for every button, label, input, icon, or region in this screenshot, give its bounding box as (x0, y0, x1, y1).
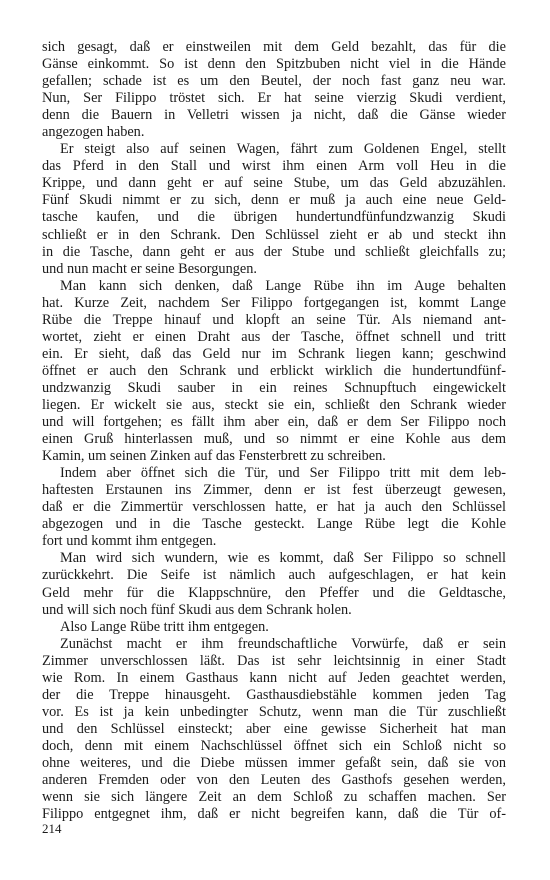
text-line: ohne weiteres, und die Diebe müssen immer gefaßt sein, daß sie von (42, 754, 506, 771)
text-line: anderen Fremden oder von den Leuten des Gasthofs gesehen werden, (42, 772, 506, 789)
text-line: doch, denn mit einem Nachschlüssel öffnet sich ein Schloß nicht so (42, 737, 506, 754)
text-line: schließt er in den Schrank. Den Schlüssel zieht er ab und steckt ihn (42, 226, 506, 243)
text-line: angezogen haben. (42, 124, 145, 141)
text-line: zurückkehrt. Die Seife ist nämlich auch aufgeschlagen, er hat kein (42, 567, 506, 584)
text-line: in die Tasche, dann geht er aus der Stube und schließt gleichfalls zu; (42, 243, 506, 260)
text-line: Man kann sich denken, daß Lange Rübe ihn im Auge behalten (60, 277, 506, 294)
text-line: und will sich noch fünf Skudi aus dem Schrank holen. (42, 601, 352, 618)
text-line: fort und kommt ihm entgegen. (42, 533, 217, 550)
text-line: Filippo entgegnet ihm, daß er nicht begreifen kann, daß die Tür of- (42, 806, 506, 823)
text-line: einen Gruß hinterlassen muß, und so nimmt er eine Kohle aus dem (42, 431, 506, 448)
text-line: Geld mehr für die Klappschnüre, den Pfeffer und die Geldtasche, (42, 584, 506, 601)
text-line: Er steigt also auf seinen Wagen, fährt zum Goldenen Engel, stellt (60, 141, 506, 158)
text-line: abgezogen und in die Tasche gesteckt. Lange Rübe legt die Kohle (42, 516, 506, 533)
text-line: und den Schlüssel einsteckt; aber eine gewisse Sicherheit hat man (42, 720, 506, 737)
text-line: Fünf Skudi nimmt er zu sich, denn er muß ja auch eine neue Geld- (42, 192, 506, 209)
text-line: undzwanzig Skudi sauber in ein reines Schnupftuch eingewickelt (42, 379, 506, 396)
text-line: öffnet er auch den Schrank und erblickt wirklich die hundertundfünf- (42, 362, 506, 379)
text-line: der die Treppe hinausgeht. Gasthausdiebstähle kommen jeden Tag (42, 686, 506, 703)
text-line: tasche kaufen, und die übrigen hundertundfünfundzwanzig Skudi (42, 209, 506, 226)
text-line: Kamin, um seinen Zinken auf das Fensterbrett zu schreiben. (42, 448, 386, 465)
text-line: hat. Kurze Zeit, nachdem Ser Filippo fortgegangen ist, kommt Lange (42, 294, 506, 311)
text-line: wie Rom. In einem Gasthaus kann nicht auf Jeden geachtet werden, (42, 669, 506, 686)
text-line: das Pferd in den Stall und wirst ihm einen Arm voll Heu in die (42, 158, 506, 175)
text-line: wenn sie sich längere Zeit an dem Schloß zu schaffen machen. Ser (42, 789, 506, 806)
text-line: denn die Bauern in Velletri wissen ja nicht, daß die Gänse wieder (42, 107, 506, 124)
text-line: und will fortgehen; es fällt ihm aber ein, daß er dem Ser Filippo noch (42, 414, 506, 431)
text-line: Indem aber öffnet sich die Tür, und Ser Filippo tritt mit dem leb- (60, 465, 506, 482)
text-line: liegen. Er wickelt sie aus, steckt sie ein, schließt den Schrank wieder (42, 396, 506, 413)
text-line: Nun, Ser Filippo tröstet sich. Er hat seine vierzig Skudi verdient, (42, 90, 506, 107)
text-line: Also Lange Rübe tritt ihm entgegen. (60, 618, 269, 635)
text-line: Rübe die Treppe hinauf und klopft an seine Tür. Als niemand ant- (42, 311, 506, 328)
text-line: Gänse einkommt. So ist denn den Spitzbuben nicht viel in die Hände (42, 56, 506, 73)
text-line: daß er die Zimmertür verschlossen hatte, er hat ja auch den Schlüssel (42, 499, 506, 516)
text-line: gefallen; schade ist es um den Beutel, der noch fast ganz neu war. (42, 73, 506, 90)
body-text (42, 39, 506, 823)
text-line: Man wird sich wundern, wie es kommt, daß Ser Filippo so schnell (60, 550, 506, 567)
text-line: Zunächst macht er ihm freundschaftliche Vorwürfe, daß er sein (60, 635, 506, 652)
text-line: ein. Er sieht, daß das Geld nur im Schrank liegen kann; geschwind (42, 345, 506, 362)
text-line: haftesten Erstaunen ins Zimmer, denn er ist fest überzeugt gewesen, (42, 482, 506, 499)
text-line: Zimmer unverschlossen läßt. Das ist sehr leichtsinnig in einer Stadt (42, 652, 506, 669)
text-line: vor. Es ist ja kein unbedingter Schutz, wenn man die Tür zuschließt (42, 703, 506, 720)
text-line: sich gesagt, daß er einstweilen mit dem Geld bezahlt, das für die (42, 39, 506, 55)
text-line: und nun macht er seine Besorgungen. (42, 260, 257, 277)
text-line: wortet, zieht er einen Draht aus der Tasche, öffnet schnell und tritt (42, 328, 506, 345)
text-line: Krippe, und dann geht er auf seine Stube, um das Geld abzuzählen. (42, 175, 506, 192)
page-number: 214 (42, 821, 62, 836)
